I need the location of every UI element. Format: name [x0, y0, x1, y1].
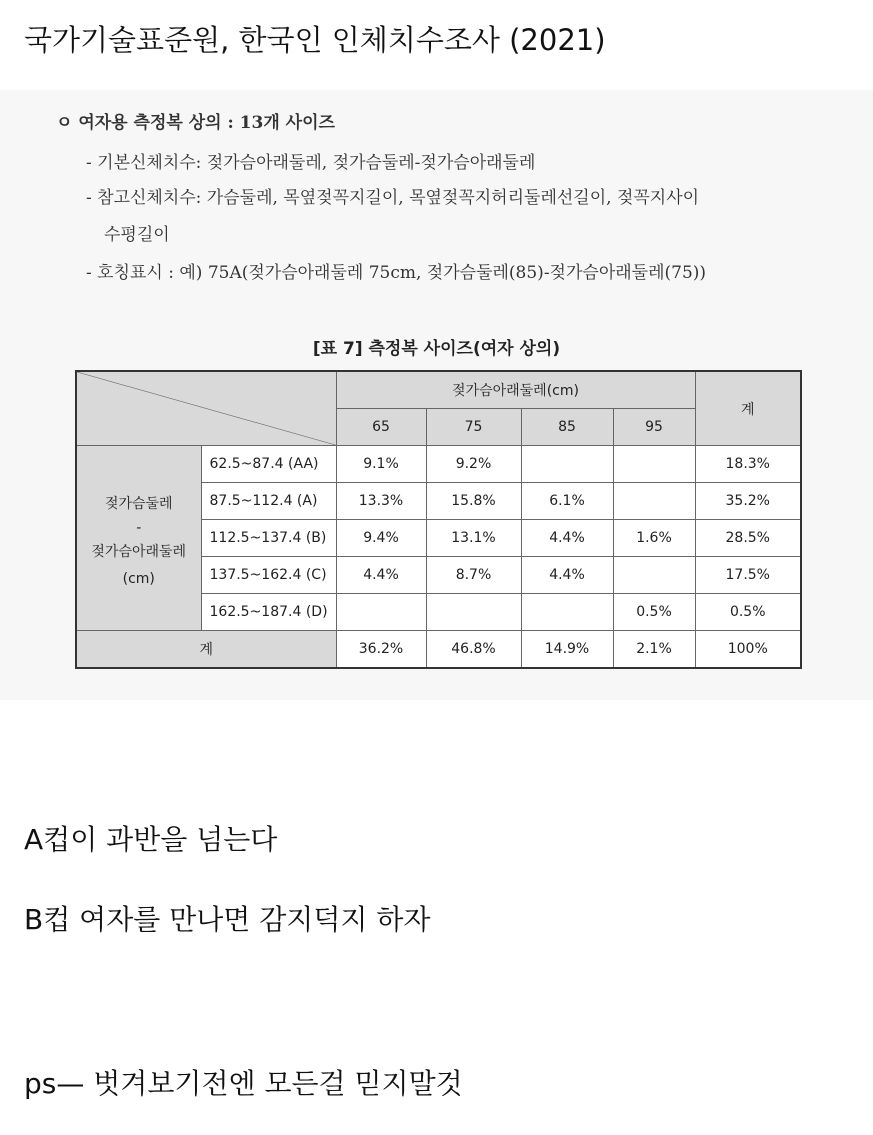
row-total-cell: 18.3% [695, 446, 801, 483]
bullet-reference-dimensions: - 참고신체치수: 가슴둘레, 목옆젖꼭지길이, 목옆젖꼭지허리둘레선길이, 젖꼭지사이 [86, 188, 700, 208]
table-cell: 9.2% [426, 446, 521, 483]
table-cell: 13.1% [426, 520, 521, 557]
row-total-cell: 35.2% [695, 483, 801, 520]
table-cell: 13.3% [336, 483, 426, 520]
comment-line: ps— 벗겨보기전엔 모든걸 믿지말것 [24, 1067, 463, 1100]
comment-line: B컵 여자를 만나면 감지덕지 하자 [24, 903, 431, 936]
row-group-header [76, 446, 201, 631]
table-cell [613, 483, 695, 520]
table-cell: 4.4% [336, 557, 426, 594]
total-column-header: 계 [695, 371, 801, 446]
size-distribution-table [75, 370, 802, 669]
grand-total-cell: 100% [695, 631, 801, 669]
table-cell [336, 594, 426, 631]
column-header: 85 [521, 409, 613, 446]
column-total-cell: 14.9% [521, 631, 613, 669]
row-group-header-line: - [136, 520, 142, 536]
bullet-basic-dimensions: - 기본신체치수: 젖가슴아래둘레, 젖가슴둘레-젖가슴아래둘레 [86, 153, 536, 173]
table-cell [521, 446, 613, 483]
table-cell: 0.5% [613, 594, 695, 631]
row-group-header-line: 젖가슴아래둘레 [91, 544, 187, 560]
totals-row-label: 계 [76, 631, 336, 669]
row-group-header-line: 젖가슴둘레 [104, 496, 173, 512]
table-cell: 6.1% [521, 483, 613, 520]
column-total-cell: 2.1% [613, 631, 695, 669]
row-total-cell: 28.5% [695, 520, 801, 557]
row-range-label: 62.5~87.4 (AA) [201, 446, 336, 483]
table-cell: 9.1% [336, 446, 426, 483]
column-total-cell: 36.2% [336, 631, 426, 669]
table-cell: 1.6% [613, 520, 695, 557]
column-total-cell: 46.8% [426, 631, 521, 669]
table-corner-cell [76, 371, 336, 446]
bullet-size-designation: - 호칭표시 : 예) 75A(젖가슴아래둘레 75cm, 젖가슴둘레(85)-젖가슴아래둘레(75)) [86, 263, 707, 283]
section-heading: ㅇ 여자용 측정복 상의 : 13개 사이즈 [56, 113, 335, 133]
row-range-label: 112.5~137.4 (B) [201, 520, 336, 557]
column-header: 75 [426, 409, 521, 446]
table-caption: [표 7] 측정복 사이즈(여자 상의) [312, 339, 561, 359]
table-cell [521, 594, 613, 631]
column-group-header: 젖가슴아래둘레(cm) [336, 371, 695, 409]
table-cell: 4.4% [521, 557, 613, 594]
row-total-cell: 0.5% [695, 594, 801, 631]
comment-line: A컵이 과반을 넘는다 [24, 823, 278, 856]
bullet-reference-dimensions-continued: 수평길이 [104, 225, 170, 245]
row-range-label: 137.5~162.4 (C) [201, 557, 336, 594]
row-range-label: 162.5~187.4 (D) [201, 594, 336, 631]
table-cell: 15.8% [426, 483, 521, 520]
table-cell [426, 594, 521, 631]
table-cell [613, 446, 695, 483]
row-range-label: 87.5~112.4 (A) [201, 483, 336, 520]
post-title: 국가기술표준원, 한국인 인체치수조사 (2021) [24, 23, 606, 57]
row-group-header-line: (cm) [122, 571, 155, 587]
column-header: 65 [336, 409, 426, 446]
table-cell [613, 557, 695, 594]
row-total-cell: 17.5% [695, 557, 801, 594]
column-header: 95 [613, 409, 695, 446]
table-cell: 4.4% [521, 520, 613, 557]
table-cell: 8.7% [426, 557, 521, 594]
table-cell: 9.4% [336, 520, 426, 557]
